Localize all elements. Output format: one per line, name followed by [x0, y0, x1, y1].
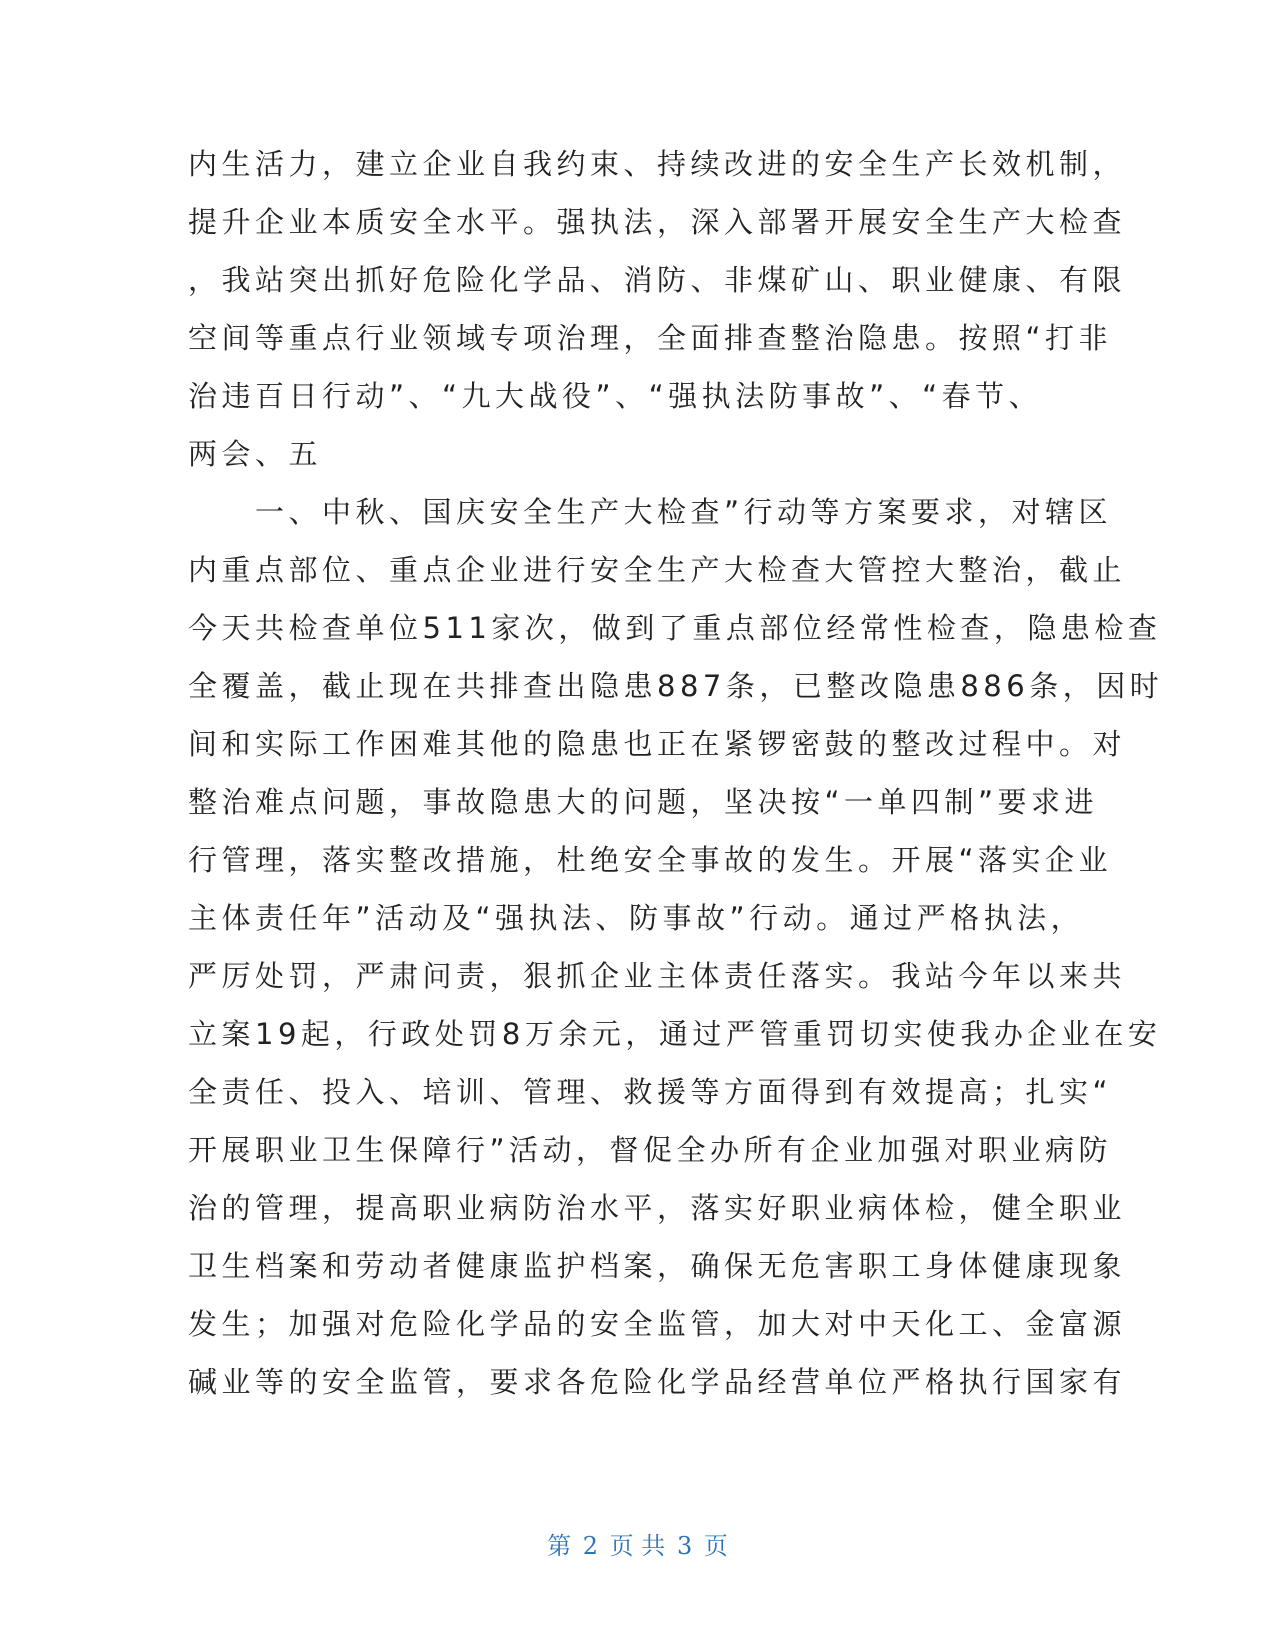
footer-middle: 页 共 — [609, 1532, 666, 1560]
text-line: 严厉处罚，严肃问责，狠抓企业主体责任落实。我站今年以来共 — [188, 959, 1127, 993]
text-line: ，我站突出抓好危险化学品、消防、非煤矿山、职业健康、有限 — [188, 263, 1127, 297]
text-line: 主体责任年”活动及“强执法、防事故”行动。通过严格执法， — [188, 901, 1085, 935]
text-line: 卫生档案和劳动者健康监护档案，确保无危害职工身体健康现象 — [188, 1249, 1127, 1283]
page-number-footer — [0, 1530, 1275, 1562]
footer-prefix: 第 — [547, 1532, 572, 1560]
text-line: 两会、五 — [188, 437, 323, 471]
text-line: 治的管理，提高职业病防治水平，落实好职业病体检，健全职业 — [188, 1191, 1127, 1225]
text-line: 行管理，落实整改措施，杜绝安全事故的发生。开展“落实企业 — [188, 843, 1113, 877]
text-line: 整治难点问题，事故隐患大的问题，坚决按“一单四制”要求进 — [188, 785, 1099, 819]
text-line: 内重点部位、重点企业进行安全生产大检查大管控大整治，截止 — [188, 553, 1127, 587]
footer-suffix: 页 — [703, 1532, 728, 1560]
current-page-number: 2 — [582, 1532, 599, 1560]
text-line: 空间等重点行业领域专项治理，全面排查整治隐患。按照“打非 — [188, 321, 1113, 355]
total-page-number: 3 — [676, 1532, 693, 1560]
text-line: 提升企业本质安全水平。强执法，深入部署开展安全生产大检查 — [188, 205, 1127, 239]
text-line: 内生活力，建立企业自我约束、持续改进的安全生产长效机制， — [188, 147, 1127, 181]
text-line: 碱业等的安全监管，要求各危险化学品经营单位严格执行国家有 — [188, 1365, 1127, 1399]
text-line: 今天共检查单位511家次，做到了重点部位经常性检查，隐患检查 — [188, 611, 1162, 645]
text-line: 一、中秋、国庆安全生产大检查”行动等方案要求，对辖区 — [188, 495, 1113, 529]
text-line: 治违百日行动”、“九大战役”、“强执法防事故”、“春节、 — [188, 379, 1043, 413]
text-line: 立案19起，行政处罚8万余元，通过严管重罚切实使我办企业在安 — [188, 1017, 1162, 1051]
text-line: 开展职业卫生保障行”活动，督促全办所有企业加强对职业病防 — [188, 1133, 1113, 1167]
text-line: 发生；加强对危险化学品的安全监管，加大对中天化工、金富源 — [188, 1307, 1127, 1341]
text-line: 间和实际工作困难其他的隐患也正在紧锣密鼓的整改过程中。对 — [188, 727, 1127, 761]
text-line: 全责任、投入、培训、管理、救援等方面得到有效提高；扎实“ — [188, 1075, 1113, 1109]
text-line: 全覆盖，截止现在共排查出隐患887条，已整改隐患886条，因时 — [188, 669, 1164, 703]
